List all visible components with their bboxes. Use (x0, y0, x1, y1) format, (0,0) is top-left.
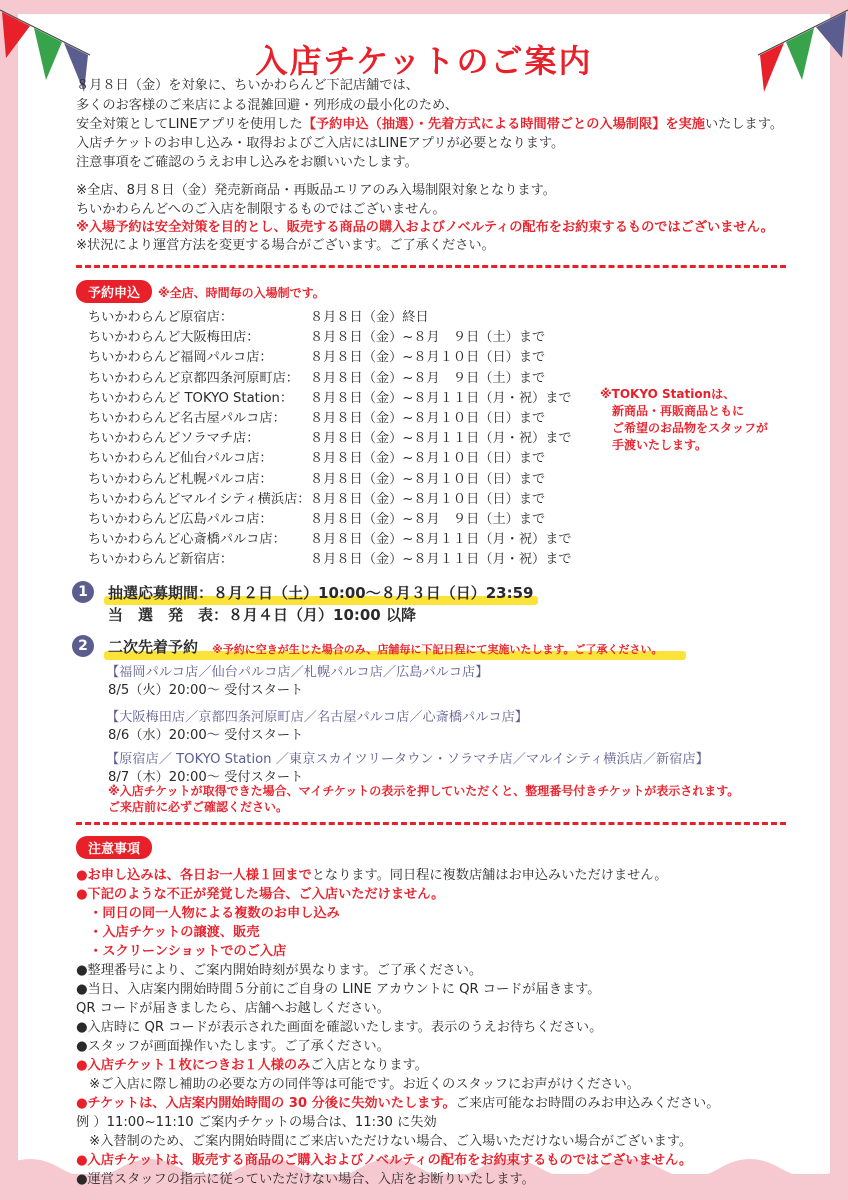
intro-line-2: 多くのお客様のご来店による混雑回避・列形成の最小化のため、 (76, 98, 458, 113)
store-date: ８月８日（金）~８月１１日（月・祝）まで (310, 390, 572, 406)
intro-line-3-red: 【予約申込（抽選）・先着方式による時間帯ごとの入場制限】を実施 (302, 117, 705, 132)
note-line-2: ちいかわらんどへのご入店を制限するものではございません。 (76, 202, 446, 217)
store-date: ８月８日（金）~８月１０日（日）まで (310, 350, 546, 366)
lottery-period: 抽選応募期間：８月２日（土）10:00〜８月３日（日）23:59 (108, 584, 534, 602)
store-name: ちいかわらんど TOKYO Station： (88, 390, 294, 406)
second-reservation-title: 二次先着予約 (108, 638, 199, 656)
caution-line (76, 999, 719, 1018)
step-2-badge: 2 (72, 635, 94, 657)
divider-1 (76, 265, 786, 268)
caution-line (76, 923, 719, 942)
caution-list (76, 866, 719, 1189)
store-date: ８月８日（金）~８月１０日（日）まで (310, 491, 546, 507)
intro-line-4: 入店チケットのお申し込み・取得およびご入店にはLINEアプリが必要となります。 (76, 136, 565, 151)
caution-text: ・同日の同一人物による複数のお申し込み (76, 906, 340, 921)
step-1-badge: 1 (72, 581, 94, 603)
caution-line (76, 1170, 719, 1189)
caution-line (76, 1075, 719, 1094)
note-line-1: ※全店、8月８日（金）発売新商品・再販品エリアのみ入場制限対象となります。 (76, 183, 556, 198)
store-date: ８月８日（金）~８月 ９日（土）まで (310, 512, 546, 527)
caution-text: ・入店チケットの譲渡、販売 (76, 925, 260, 940)
store-date: ８月８日（金）~８月１１日（月・祝）まで (310, 532, 572, 548)
caution-text: ●入店チケットは、販売する商品のご購入およびノベルティの配布をお約束するものではございません。 (76, 1153, 693, 1168)
store-name: ちいかわらんど福岡パルコ店： (88, 350, 273, 366)
reservation-label: 予約申込 (76, 280, 152, 303)
note-line-3: ※入場予約は安全対策を目的とし、販売する商品の購入およびノベルティの配布をお約束するものではございません。 (76, 220, 774, 235)
caution-label: 注意事項 (76, 836, 152, 859)
caution-text: ご来店可能なお時間のみお申込みください。 (455, 1096, 720, 1111)
caution-text: ●チケットは、入店案内開始時間の 30 分後に失効いたします。 (76, 1096, 456, 1111)
store-name: ちいかわらんど広島パルコ店： (88, 512, 273, 527)
group-3-start: 8/7（木）20:00〜 受付スタート (108, 770, 304, 785)
store-name: ちいかわらんど大阪梅田店： (88, 330, 260, 346)
caution-line (76, 980, 719, 999)
caution-line (76, 1113, 719, 1132)
intro-line-1: ８月８日（金）を対象に、ちいかわらんど下記店舗では、 (76, 78, 419, 93)
tokyo-station-note: ※TOKYO Stationは、 新商品・再販商品ともに ご希望のお品物をスタッフが 手渡いたします。 (600, 387, 769, 452)
store-date: ８月８日（金）~８月 ９日（土）まで (310, 370, 546, 386)
caution-text: ●入店チケット１枚につきお１人様のみ (76, 1058, 311, 1073)
second-reservation-note: ※予約に空きが生じた場合のみ、店舗毎に下記日程にて実施いたします。ご了承ください。 (212, 643, 663, 656)
caution-line (76, 866, 719, 885)
caution-text: ・スクリーンショットでのご入店 (76, 944, 287, 959)
page-title: 入店チケットのご案内 (255, 42, 593, 80)
intro-line-5: 注意事項をご確認のうえお申し込みをお願いいたします。 (76, 155, 418, 170)
store-date: ８月８日（金）~８月１１日（月・祝）まで (310, 431, 572, 447)
group-2-start: 8/6（水）20:00〜 受付スタート (108, 728, 304, 743)
store-name: ちいかわらんど京都四条河原町店： (88, 370, 299, 386)
caution-line (76, 1151, 719, 1170)
group-1-stores: 【福岡パルコ店／仙台パルコ店／札幌パルコ店／広島パルコ店】 (106, 665, 489, 680)
intro-line-3 (76, 115, 783, 134)
caution-text: ●スタッフが画面操作いたします。ご了承ください。 (76, 1039, 390, 1054)
ticket-display-note: ※入店チケットが取得できた場合、マイチケットの表示を押していただくと、整理番号付きチケットが表示されます。 ご来店前に必ずご確認ください。 (108, 784, 740, 814)
store-name: ちいかわらんど仙台パルコ店： (88, 451, 273, 467)
announce-date: 当 選 発 表：８月４日（月）10:00 以降 (108, 606, 416, 624)
store-name: ちいかわらんど新宿店： (88, 552, 234, 568)
intro-line-3-pre: 安全対策としてLINEアプリを使用した (76, 117, 303, 132)
store-date: ８月８日（金）~８月１１日（月・祝）まで (310, 552, 572, 568)
store-date: ８月８日（金）~８月 ９日（土）まで (310, 330, 546, 346)
store-name: ちいかわらんど札幌パルコ店： (88, 471, 273, 487)
caution-line (76, 961, 719, 980)
store-date: ８月８日（金）終日 (310, 310, 429, 325)
group-2-stores: 【大阪梅田店／京都四条河原町店／名古屋パルコ店／心斎橋パルコ店】 (106, 710, 528, 725)
store-name: ちいかわらんど名古屋パルコ店： (88, 411, 286, 426)
caution-line (76, 904, 719, 923)
caution-text: ●下記のような不正が発覚した場合、ご入店いただけません。 (76, 887, 445, 902)
store-date: ８月８日（金）~８月１０日（日）まで (310, 471, 546, 487)
reservation-label-note: ※全店、時間毎の入場制です。 (158, 286, 325, 300)
note-line-4: ※状況により運営方法を変更する場合がございます。ご了承ください。 (76, 238, 495, 253)
caution-text: ●入店時に QR コードが表示された画面を確認いたします。表示のうえお待ちください。 (76, 1020, 603, 1035)
caution-line (76, 942, 719, 961)
caution-line (76, 1094, 719, 1113)
caution-text: となります。同日程に複数店舗はお申込みいただけません。 (311, 868, 668, 883)
caution-text: QR コードが届きましたら、店舗へお越しください。 (76, 1001, 390, 1016)
caution-text: ※入替制のため、ご案内開始時間にご来店いただけない場合、ご入場いただけない場合がございます。 (76, 1134, 693, 1149)
caution-line (76, 1056, 719, 1075)
store-name: ちいかわらんどマルイシティ横浜店： (88, 491, 311, 507)
store-date: ８月８日（金）~８月１０日（日）まで (310, 451, 546, 467)
store-name: ちいかわらんど心斎橋パルコ店： (88, 532, 286, 548)
intro-line-3-post: いたします。 (704, 117, 784, 132)
divider-2 (76, 822, 786, 825)
caution-text: ※ご入店に際し補助の必要な方の同伴等は可能です。お近くのスタッフにお声がけください。 (76, 1077, 640, 1092)
caution-text: ●整理番号により、ご案内開始時刻が異なります。ご了承ください。 (76, 963, 483, 978)
caution-text: ●お申し込みは、各日お一人様１回まで (76, 868, 312, 883)
caution-line (76, 1037, 719, 1056)
caution-line (76, 1018, 719, 1037)
caution-text: ご入店となります。 (310, 1058, 428, 1073)
caution-line (76, 1132, 719, 1151)
caution-text: ●当日、入店案内開始時間５分前にご自身の LINE アカウントに QR コードが届きます。 (76, 982, 601, 997)
caution-line (76, 885, 719, 904)
store-date: ８月８日（金）~８月１０日（日）まで (310, 411, 546, 426)
store-name: ちいかわらんど原宿店： (88, 310, 234, 325)
store-name: ちいかわらんどソラマチ店： (88, 431, 260, 447)
caution-text: ●運営スタッフの指示に従っていただけない場合、入店をお断りいたします。 (76, 1172, 535, 1187)
caution-text: 例 ）11:00~11:10 ご案内チケットの場合は、11:30 に失効 (76, 1115, 437, 1130)
group-1-start: 8/5（火）20:00〜 受付スタート (108, 683, 304, 698)
group-3-stores: 【原宿店／ TOKYO Station ／東京スカイツリータウン・ソラマチ店／マルイシティ横浜店／新宿店】 (106, 752, 709, 767)
